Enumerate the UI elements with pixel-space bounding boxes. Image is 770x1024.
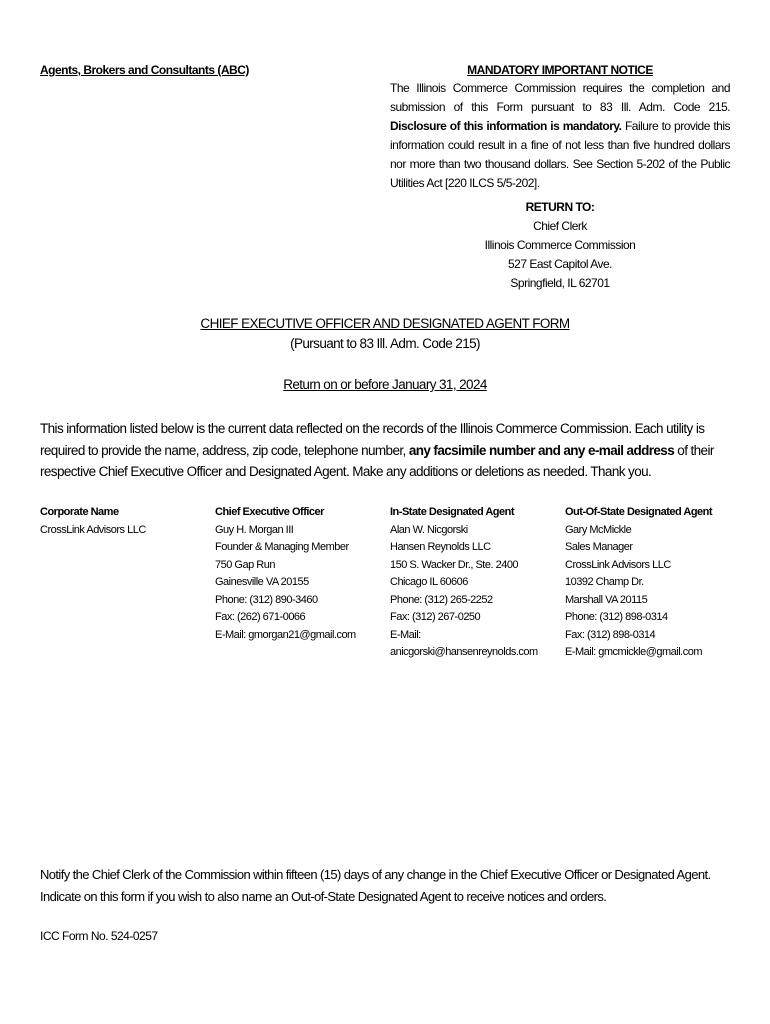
intro-bold: any facsimile number and any e-mail address <box>408 442 675 458</box>
column-line: Chicago IL 60606 <box>390 576 468 588</box>
column-line: E-Mail: gmcmickle@gmail.com <box>565 646 703 658</box>
column-line: CrossLink Advisors LLC <box>40 523 146 536</box>
column-line: Hansen Reynolds LLC <box>390 541 491 553</box>
notice-body-bold: Disclosure of this information is mandatory. <box>390 119 622 133</box>
intro-text-2: of their respective Chief Executive Officer and Designated Agent. Make any additions or deletions as needed. Thank you. <box>40 442 714 479</box>
contacts-table <box>40 504 740 662</box>
agency-heading: Agents, Brokers and Consultants (ABC) <box>40 63 249 77</box>
column-line: Fax: (312) 898-0314 <box>565 628 656 641</box>
return-to-label: RETURN TO: <box>525 200 595 214</box>
column-line: 10392 Champ Dr. <box>565 576 644 588</box>
column-line: Marshall VA 20115 <box>565 593 648 606</box>
column-header: Corporate Name <box>40 506 119 518</box>
form-title: CHIEF EXECUTIVE OFFICER AND DESIGNATED AGENT FORM <box>200 316 570 331</box>
form-subtitle: (Pursuant to 83 Ill. Adm. Code 215) <box>290 336 480 351</box>
notify-instructions <box>40 864 740 907</box>
return-to-line: Chief Clerk <box>533 219 587 233</box>
ceo-column <box>215 504 390 662</box>
notice-title: MANDATORY IMPORTANT NOTICE <box>467 63 653 77</box>
column-line: CrossLink Advisors LLC <box>565 558 671 571</box>
column-line: Phone: (312) 890-3460 <box>215 593 318 606</box>
column-line: E-Mail: anicgorski@hansenreynolds.com <box>390 628 538 658</box>
return-deadline: Return on or before January 31, 2024 <box>283 377 487 392</box>
intro-paragraph <box>40 418 732 483</box>
notify-line: Notify the Chief Clerk of the Commission within fifteen (15) days of any change in the Chief Executive Officer or Designated Agent. <box>40 867 711 882</box>
column-line: 150 S. Wacker Dr., Ste. 2400 <box>390 558 519 571</box>
return-to-line: Illinois Commerce Commission <box>484 238 636 252</box>
corporate-name-column <box>40 504 215 662</box>
intro-text-1: This information listed below is the current data reflected on the records of the Illinois Commerce Commission. Each utility is required to provide the name, address, zip code, telephone number, <box>40 421 705 458</box>
notice-body-text-2: Failure to provide this information could result in a fine of not less than five hundred dollars nor more than two thousand dollars. See Section 5-202 of the Public Utilities Act [220 ILCS 5/5-202]. <box>390 119 730 190</box>
return-to-line: Springfield, IL 62701 <box>510 276 610 290</box>
column-line: Sales Manager <box>565 541 633 553</box>
column-header: Out-Of-State Designated Agent <box>565 506 713 518</box>
notice-body-text-1: The Illinois Commerce Commission requires the completion and submission of this Form pursuant to 83 Ill. Adm. Code 215. <box>390 81 730 114</box>
column-line: E-Mail: gmorgan21@gmail.com <box>215 628 356 641</box>
column-line: Founder & Managing Member <box>215 541 349 553</box>
form-number: ICC Form No. 524-0257 <box>40 929 158 943</box>
out-of-state-agent-column <box>565 504 740 662</box>
column-line: Alan W. Nicgorski <box>390 523 468 536</box>
column-line: Phone: (312) 898-0314 <box>565 611 668 623</box>
column-line: Gainesville VA 20155 <box>215 576 309 588</box>
mandatory-notice <box>390 63 730 193</box>
column-line: Guy H. Morgan III <box>215 523 294 536</box>
notice-body <box>390 79 730 193</box>
column-header: Chief Executive Officer <box>215 506 324 518</box>
return-to-block <box>390 198 730 293</box>
column-line: Fax: (262) 671-0066 <box>215 611 306 623</box>
form-title-block <box>0 314 770 354</box>
column-line: Gary McMickle <box>565 523 632 536</box>
return-to-line: 527 East Capitol Ave. <box>507 257 613 271</box>
notify-line: Indicate on this form if you wish to also name an Out-of-State Designated Agent to receive notices and orders. <box>40 888 607 904</box>
column-header: In-State Designated Agent <box>390 506 514 518</box>
in-state-agent-column <box>390 504 565 662</box>
column-line: Fax: (312) 267-0250 <box>390 611 481 623</box>
column-line: 750 Gap Run <box>215 558 275 571</box>
column-line: Phone: (312) 265-2252 <box>390 593 493 606</box>
